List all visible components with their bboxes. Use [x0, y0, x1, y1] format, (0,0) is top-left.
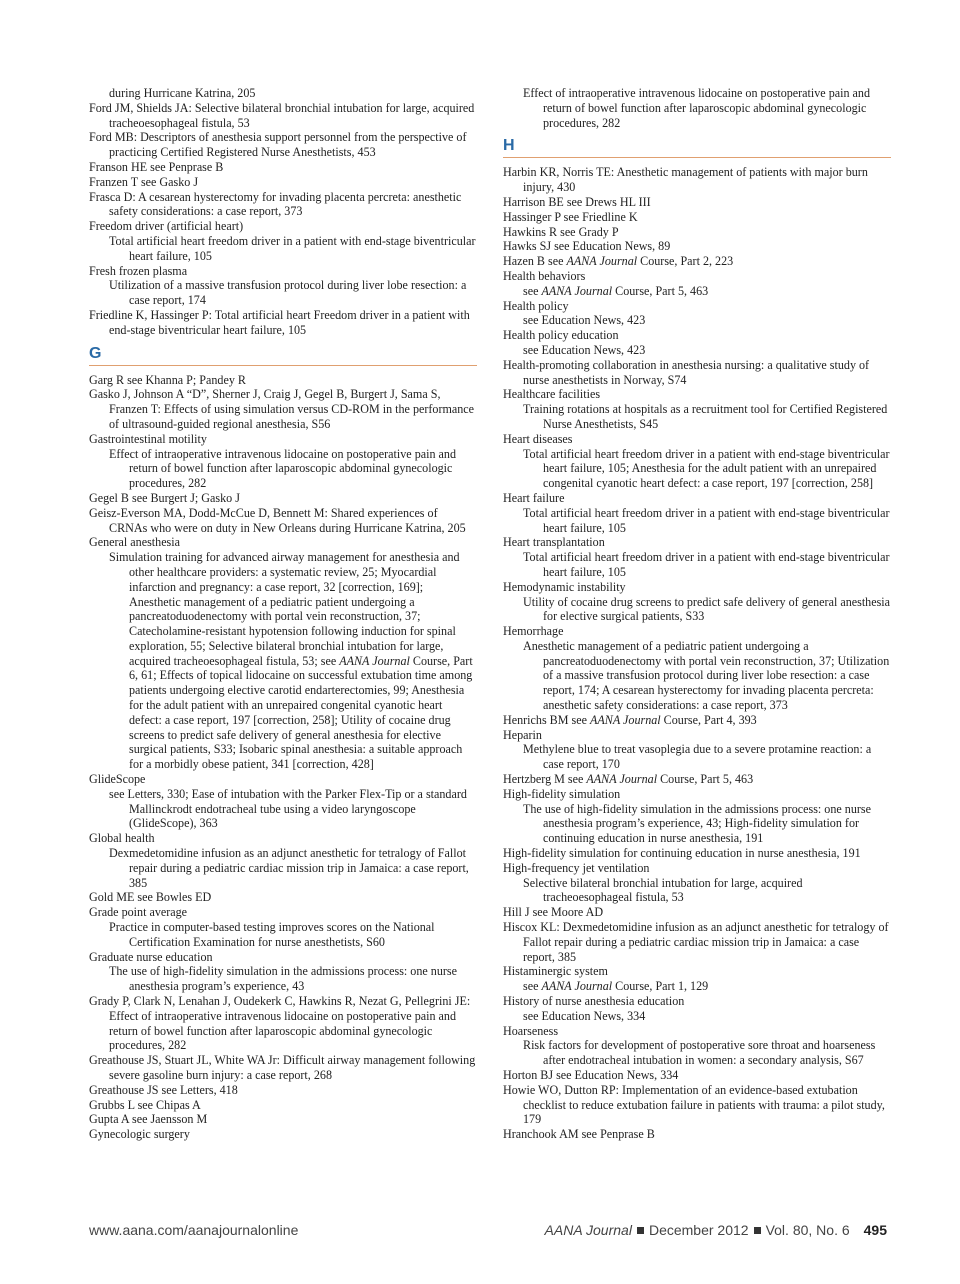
- journal-name: AANA Journal: [566, 254, 638, 269]
- index-entry: Grady P, Clark N, Lenahan J, Oudekerk C, Hawkins R, Nezat G, Pellegrini JE: Effect of intraoperative intravenous lidocaine on postoperative pain and return of bowel function after laparoscopic abdominal gynecologic procedures, 282: [89, 994, 471, 1053]
- footer-journal: AANA Journal: [544, 1222, 632, 1238]
- index-entry: Hranchook AM see Penprase B: [503, 1127, 655, 1142]
- index-entry: Health policy education: [503, 328, 619, 343]
- index-subentry: Risk factors for development of postoperative sore throat and hoarseness after endotracheal intubation in women: a secondary analysis, S67: [523, 1038, 876, 1068]
- index-subentry: see Education News, 423: [523, 342, 646, 357]
- index-entry: GlideScope: [89, 772, 146, 787]
- index-entry: Grubbs L see Chipas A: [89, 1097, 201, 1112]
- index-entry: Heart failure: [503, 490, 565, 505]
- index-entry: Gegel B see Burgert J; Gasko J: [89, 490, 240, 505]
- footer-date: December 2012: [648, 1222, 749, 1238]
- section-heading: G: [89, 338, 477, 366]
- index-entry: Gynecologic surgery: [89, 1127, 190, 1142]
- index-subentry: Effect of intraoperative intravenous lidocaine on postoperative pain and return of bowel function after laparoscopic abdominal gynecologic procedures, 282: [109, 446, 457, 491]
- index-entry: Howie WO, Dutton RP: Implementation of an evidence-based extubation checklist to reduce extubation failure in patients with trauma: a pilot study, 179: [503, 1082, 885, 1127]
- index-entry: Graduate nurse education: [89, 949, 213, 964]
- index-entry: Hazen B see AANA Journal Course, Part 2, 223: [503, 254, 734, 269]
- index-subentry: see Letters, 330; Ease of intubation with the Parker Flex-Tip or a standard Mallinckrodt endotracheal tube using a video laryngoscope (GlideScope), 363: [109, 786, 467, 831]
- index-entry: Garg R see Khanna P; Pandey R: [89, 372, 246, 387]
- index-entry: Greathouse JS, Stuart JL, White WA Jr: Difficult airway management following severe gasoline burn injury: a case report, 268: [89, 1053, 476, 1082]
- index-subentry: Dexmedetomidine infusion as an adjunct anesthetic for tetralogy of Fallot repair during a pediatric cardiac mission trip in Jamaica: a case report, 385: [109, 846, 469, 890]
- index-subentry: Training rotations at hospitals as a recruitment tool for Certified Registered Nurse Anesthetists, S45: [523, 402, 888, 431]
- index-entry: Ford JM, Shields JA: Selective bilateral bronchial intubation for large, acquired tracheoesophageal fistula, 53: [89, 100, 475, 130]
- bullet-square-icon: [637, 1227, 644, 1234]
- index-subentry: Utilization of a massive transfusion protocol during liver lobe resection: a case report, 174: [109, 278, 467, 308]
- index-subentry: Total artificial heart freedom driver in a patient with end-stage biventricular heart failure, 105: [109, 233, 476, 263]
- index-entry: Franzen T see Gasko J: [89, 174, 199, 189]
- index-entry: Histaminergic system: [503, 964, 608, 979]
- index-subentry: Anesthetic management of a pediatric patient undergoing a pancreatoduodenectomy with portal vein reconstruction, 37; Utilization of a massive transfusion protocol during liver lobe resection: a case report, 174; A cesarean hysterectomy for invading placenta percreta: anesthetic safety considerations: a case report, 373: [523, 638, 890, 713]
- index-subentry: Simulation training for advanced airway management for anesthesia and other healthcare providers: a systematic review, 25; Myocardial infarction and pregnancy: a case report, 32 [correction, 169]; Anesthetic management of a pediatric patient undergoing a pancreatoduodenectomy with portal vein reconstruction, 37; Catecholamine-resistant hypotension following induction for spinal exploration, 55; Selective bilateral bronchial intubation for large, acquired tracheoesophageal fistula, 53; see AANA Journal Course, Part 6, 61; Effects of topical lidocaine on successful extubation time among patients undergoing elective carotid endarterectomies, 99; Anesthesia for the adult patient with an unrepaired congenital cyanotic heart defect: a case report, 197 [correction, 258]; Utility of cocaine drug screens to predict safe delivery of general anesthesia for elective surgical patients, S33; Isobaric spinal anesthesia: a suitable approach for a morbidly obese patient, 341 [correction, 428]: [109, 550, 473, 772]
- index-subentry: Selective bilateral bronchial intubation for large, acquired tracheoesophageal fistula, 53: [523, 875, 803, 905]
- journal-name: AANA Journal: [339, 653, 410, 668]
- index-entry: Hassinger P see Friedline K: [503, 209, 638, 224]
- journal-name: AANA Journal: [541, 283, 613, 298]
- bullet-square-icon: [754, 1227, 761, 1234]
- index-subentry: see Education News, 423: [523, 313, 646, 328]
- index-entry: Freedom driver (artificial heart): [89, 219, 244, 234]
- index-entry: History of nurse anesthesia education: [503, 994, 685, 1009]
- index-entry: Harbin KR, Norris TE: Anesthetic management of patients with major burn injury, 430: [503, 165, 868, 195]
- index-entry: Greathouse JS see Letters, 418: [89, 1082, 238, 1097]
- index-entry: General anesthesia: [89, 535, 180, 550]
- index-entry: Gupta A see Jaensson M: [89, 1112, 208, 1127]
- index-entry: Health-promoting collaboration in anesthesia nursing: a qualitative study of nurse anesthetists in Norway, S74: [503, 357, 870, 387]
- index-subentry: Utility of cocaine drug screens to predict safe delivery of general anesthesia for elective surgical patients, S33: [523, 594, 891, 624]
- index-entry: Ford MB: Descriptors of anesthesia support personnel from the perspective of practicing Certified Registered Nurse Anesthetists, 453: [89, 130, 467, 160]
- index-subentry: The use of high-fidelity simulation in the admissions process: one nurse anesthesia program’s experience, 43: [109, 964, 457, 994]
- index-entry: Gasko J, Johnson A “D”, Sherner J, Craig J, Gegel B, Burgert J, Sama S, Franzen T: Effects of using simulation versus CD-ROM in the performance of ultrasound-guided regional anesthesia, S56: [89, 387, 475, 431]
- journal-name: AANA Journal: [590, 712, 661, 727]
- index-entry: Healthcare facilities: [503, 387, 601, 402]
- index-subentry: The use of high-fidelity simulation in the admissions process: one nurse anesthesia program’s experience, 43; High-fidelity simulation for continuing education in nurse anesthesia, 191: [523, 801, 871, 846]
- index-subentry: Methylene blue to treat vasoplegia due to a severe protamine reaction: a case report, 170: [523, 742, 872, 772]
- index-subentry: during Hurricane Katrina, 205: [109, 86, 256, 100]
- index-entry: Gastrointestinal motility: [89, 431, 207, 446]
- journal-name: AANA Journal: [586, 772, 658, 787]
- index-subentry: Total artificial heart freedom driver in a patient with end-stage biventricular heart failure, 105; Anesthesia for the adult patient with an unrepaired congenital cyanotic heart defect: a case report, 197 [correction, 258]: [523, 446, 890, 491]
- index-column-right: [503, 86, 891, 1142]
- index-subentry: Total artificial heart freedom driver in a patient with end-stage biventricular heart failure, 105: [523, 505, 890, 535]
- page-footer: [89, 1222, 887, 1242]
- index-entry: Hertzberg M see AANA Journal Course, Part 5, 463: [503, 772, 754, 787]
- index-entry: Franson HE see Penprase B: [89, 159, 224, 174]
- index-entry: Hill J see Moore AD: [503, 905, 604, 920]
- index-entry: High-fidelity simulation: [503, 786, 621, 801]
- index-entry: Gold ME see Bowles ED: [89, 890, 212, 905]
- index-entry: Heart diseases: [503, 431, 573, 446]
- index-subentry: Effect of intraoperative intravenous lidocaine on postoperative pain and return of bowel function after laparoscopic abdominal gynecologic procedures, 282: [523, 86, 871, 130]
- index-entry: Hiscox KL: Dexmedetomidine infusion as an adjunct anesthetic for tetralogy of Fallot repair during a pediatric cardiac mission trip in Jamaica: a case report, 385: [503, 920, 889, 964]
- index-entry: Global health: [89, 831, 155, 846]
- index-entry: Henrichs BM see AANA Journal Course, Part 4, 393: [503, 712, 757, 727]
- journal-name: AANA Journal: [541, 979, 613, 994]
- index-entry: Heparin: [503, 727, 542, 742]
- index-entry: Health policy: [503, 298, 569, 313]
- index-subentry: Practice in computer-based testing improves scores on the National Certification Examination for nurse anesthetists, S60: [109, 920, 435, 949]
- index-entry: Heart transplantation: [503, 535, 605, 550]
- index-entry: High-frequency jet ventilation: [503, 860, 650, 875]
- index-entry: Hawks SJ see Education News, 89: [503, 239, 671, 254]
- index-entry: Frasca D: A cesarean hysterectomy for invading placenta percreta: anesthetic safety considerations: a case report, 373: [89, 189, 462, 219]
- index-subentry: see AANA Journal Course, Part 5, 463: [523, 283, 709, 298]
- page-number: 495: [863, 1222, 887, 1238]
- index-entry: High-fidelity simulation for continuing education in nurse anesthesia, 191: [503, 846, 861, 861]
- index-entry: Geisz-Everson MA, Dodd-McCue D, Bennett M: Shared experiences of CRNAs who were on duty in New Orleans during Hurricane Katrina, 205: [89, 505, 466, 535]
- index-entry: Harrison BE see Drews HL III: [503, 194, 651, 209]
- index-entry: Grade point average: [89, 905, 188, 920]
- index-entry: Horton BJ see Education News, 334: [503, 1068, 679, 1082]
- index-entry: Hoarseness: [503, 1023, 559, 1038]
- section-heading: H: [503, 130, 891, 158]
- footer-citation: [545, 1222, 887, 1238]
- index-entry: Hemodynamic instability: [503, 579, 626, 594]
- index-subentry: see Education News, 334: [523, 1008, 646, 1023]
- index-entry: Health behaviors: [503, 268, 586, 283]
- footer-url[interactable]: www.aana.com/aanajournalonline: [89, 1222, 299, 1238]
- index-entry: Hawkins R see Grady P: [503, 224, 619, 239]
- index-column-left: [89, 86, 477, 1142]
- index-subentry: Total artificial heart freedom driver in a patient with end-stage biventricular heart failure, 105: [523, 550, 890, 579]
- index-subentry: see AANA Journal Course, Part 1, 129: [523, 979, 709, 994]
- index-entry: Fresh frozen plasma: [89, 263, 188, 278]
- index-entry: Hemorrhage: [503, 624, 564, 639]
- footer-volume: Vol. 80, No. 6: [765, 1222, 850, 1238]
- index-entry: Friedline K, Hassinger P: Total artificial heart Freedom driver in a patient with end-stage biventricular heart failure, 105: [89, 307, 470, 337]
